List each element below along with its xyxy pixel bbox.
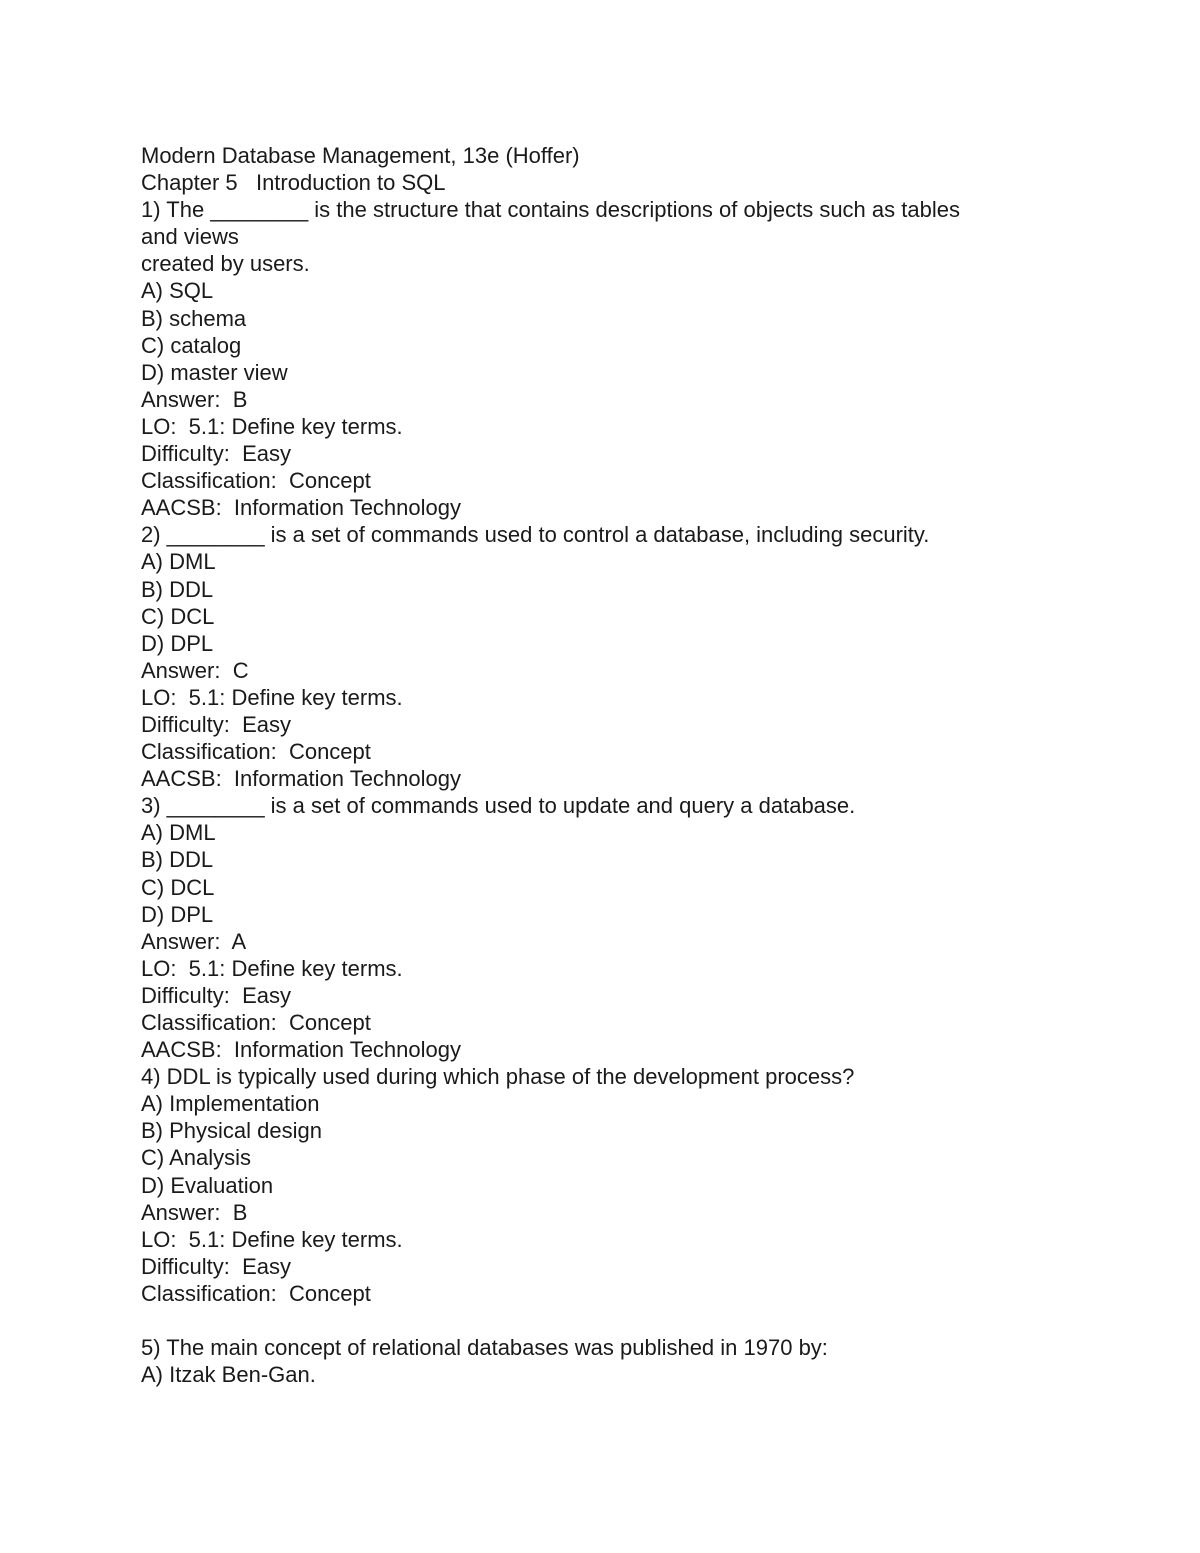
difficulty-line: Difficulty: Easy [141, 982, 291, 1008]
difficulty-line: Difficulty: Easy [141, 711, 291, 737]
aacsb-line: AACSB: Information Technology [141, 1037, 461, 1063]
classification-line: Classification: Concept [141, 468, 371, 494]
option-a: A) DML [141, 549, 216, 575]
document-title: Modern Database Management, 13e (Hoffer) [141, 143, 580, 168]
lo-line: LO: 5.1: Define key terms. [141, 684, 403, 710]
option-a: A) DML [141, 820, 216, 846]
lo-line: LO: 5.1: Define key terms. [141, 413, 403, 439]
answer-line: Answer: B [141, 1199, 248, 1225]
question-stem-line: 3) ________ is a set of commands used to update and query a database. [141, 793, 856, 819]
question-stem-line: 2) ________ is a set of commands used to control a database, including security. [141, 522, 930, 548]
difficulty-line: Difficulty: Easy [141, 1253, 291, 1279]
question-4 [141, 1063, 1041, 1307]
question-stem-line: 5) The main concept of relational databases was published in 1970 by: [141, 1335, 828, 1361]
document-body [141, 142, 1041, 1388]
question-stem-line: created by users. [141, 251, 310, 277]
option-a: A) Implementation [141, 1091, 320, 1117]
answer-line: Answer: B [141, 386, 248, 412]
aacsb-line: AACSB: Information Technology [141, 766, 461, 792]
lo-line: LO: 5.1: Define key terms. [141, 1226, 403, 1252]
option-b: B) DDL [141, 576, 214, 602]
answer-line: Answer: A [141, 928, 247, 954]
question-stem-line: and views [141, 224, 239, 250]
classification-line: Classification: Concept [141, 1010, 371, 1035]
classification-line: Classification: Concept [141, 739, 371, 765]
question-stem-line: 1) The ________ is the structure that contains descriptions of objects such as tables [141, 197, 960, 223]
option-b: B) DDL [141, 847, 214, 873]
difficulty-line: Difficulty: Easy [141, 441, 291, 467]
question-1 [141, 196, 1041, 521]
option-d: D) DPL [141, 630, 214, 656]
lo-line: LO: 5.1: Define key terms. [141, 955, 403, 981]
option-b: B) schema [141, 305, 247, 331]
option-a: A) Itzak Ben-Gan. [141, 1362, 316, 1388]
option-a: A) SQL [141, 278, 214, 304]
question-3 [141, 792, 1041, 1063]
answer-line: Answer: C [141, 657, 249, 683]
chapter-heading: Chapter 5 Introduction to SQL [141, 170, 446, 196]
question-5 [141, 1334, 1041, 1388]
option-d: D) master view [141, 359, 288, 385]
question-2 [141, 521, 1041, 792]
option-d: D) DPL [141, 901, 214, 927]
option-c: C) DCL [141, 874, 215, 900]
option-b: B) Physical design [141, 1118, 322, 1144]
option-c: C) DCL [141, 603, 215, 629]
aacsb-line: AACSB: Information Technology [141, 495, 461, 521]
question-stem-line: 4) DDL is typically used during which phase of the development process? [141, 1064, 855, 1090]
option-c: C) Analysis [141, 1145, 252, 1171]
option-d: D) Evaluation [141, 1172, 274, 1198]
blank-line [141, 1307, 1041, 1334]
classification-line: Classification: Concept [141, 1280, 371, 1306]
option-c: C) catalog [141, 332, 242, 358]
